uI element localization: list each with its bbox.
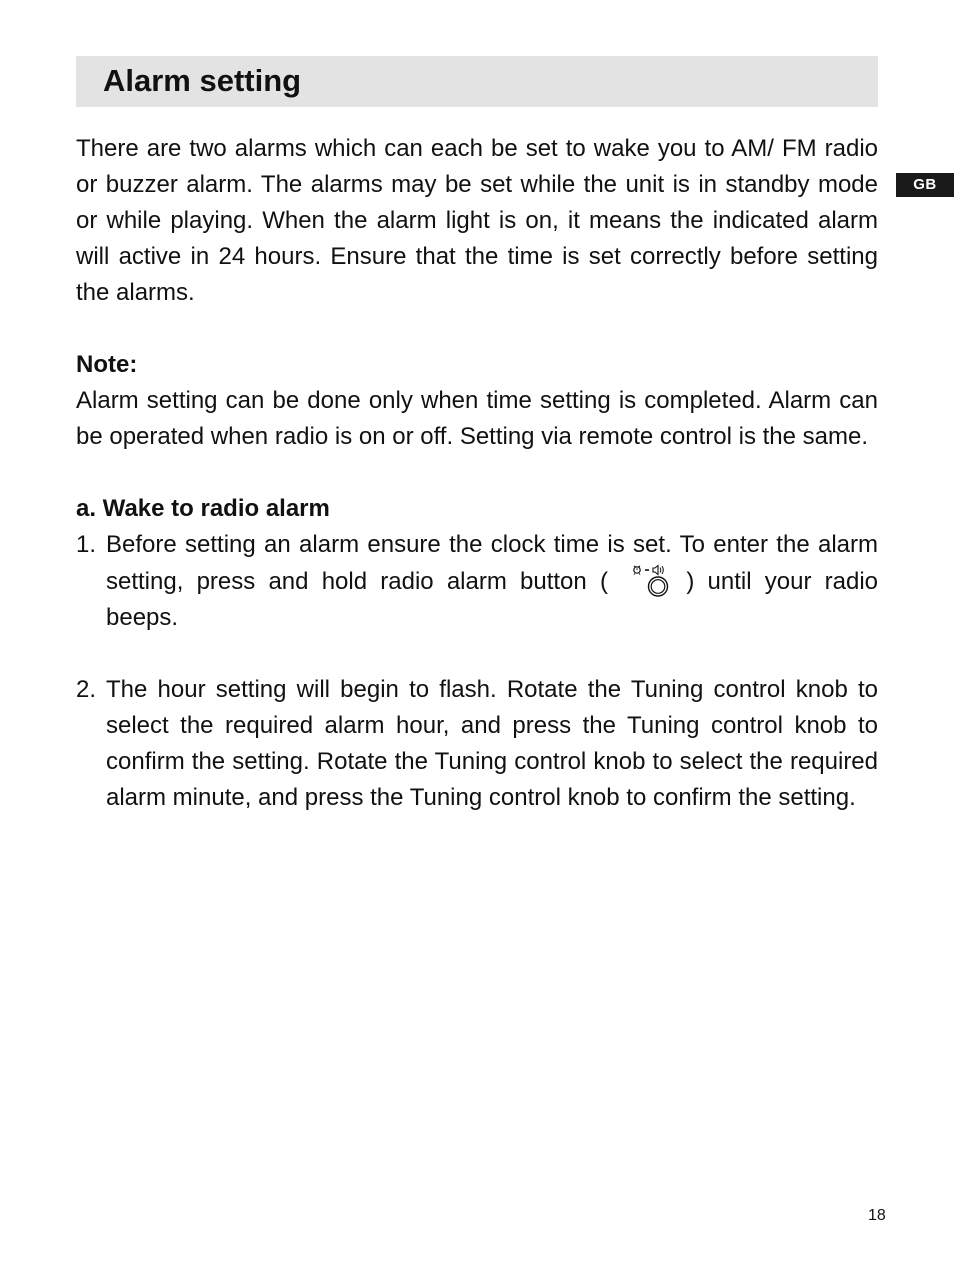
page-title: Alarm setting	[103, 63, 302, 98]
list-item-step-1	[76, 527, 878, 636]
step-text-before-icon: Before setting an alarm ensure the clock time is set. To enter the alarm setting, press and hold radio alarm button (	[106, 531, 878, 595]
spacer	[76, 311, 878, 347]
intro-paragraph: There are two alarms which can each be set to wake you to AM/ FM radio or buzzer alarm. The alarms may be set while the unit is in standby mode or while playing. When the alarm light is on, it means the indicated alarm will active in 24 hours. Ensure that the time is set correctly before setting the alarms.	[76, 135, 878, 306]
list-item-step-2	[76, 672, 878, 816]
step-text: The hour setting will begin to flash. Rotate the Tuning control knob to select the required alarm hour, and press the Tuning control knob to confirm the setting. Rotate the Tuning control knob to select the required alarm minute, and press the Tuning control knob to confirm the setting.	[106, 676, 878, 811]
spacer	[76, 636, 878, 672]
note-heading: Note:	[76, 351, 138, 378]
step-number: 2.	[76, 676, 97, 703]
step-number: 1.	[76, 531, 97, 558]
section-title-bar	[76, 56, 878, 107]
language-tab: GB	[896, 173, 954, 197]
step-text	[106, 527, 878, 636]
spacer	[76, 455, 878, 491]
page-content	[76, 131, 878, 816]
step-text-after-icon: ) until your radio beeps.	[106, 568, 879, 631]
section-heading: a. Wake to radio alarm	[76, 495, 330, 522]
page-number: 18	[868, 1207, 886, 1224]
note-paragraph: Alarm setting can be done only when time setting is completed. Alarm can be operated when radio is on or off. Setting via remote control is the same.	[76, 387, 878, 450]
radio-alarm-button-icon	[621, 563, 673, 597]
